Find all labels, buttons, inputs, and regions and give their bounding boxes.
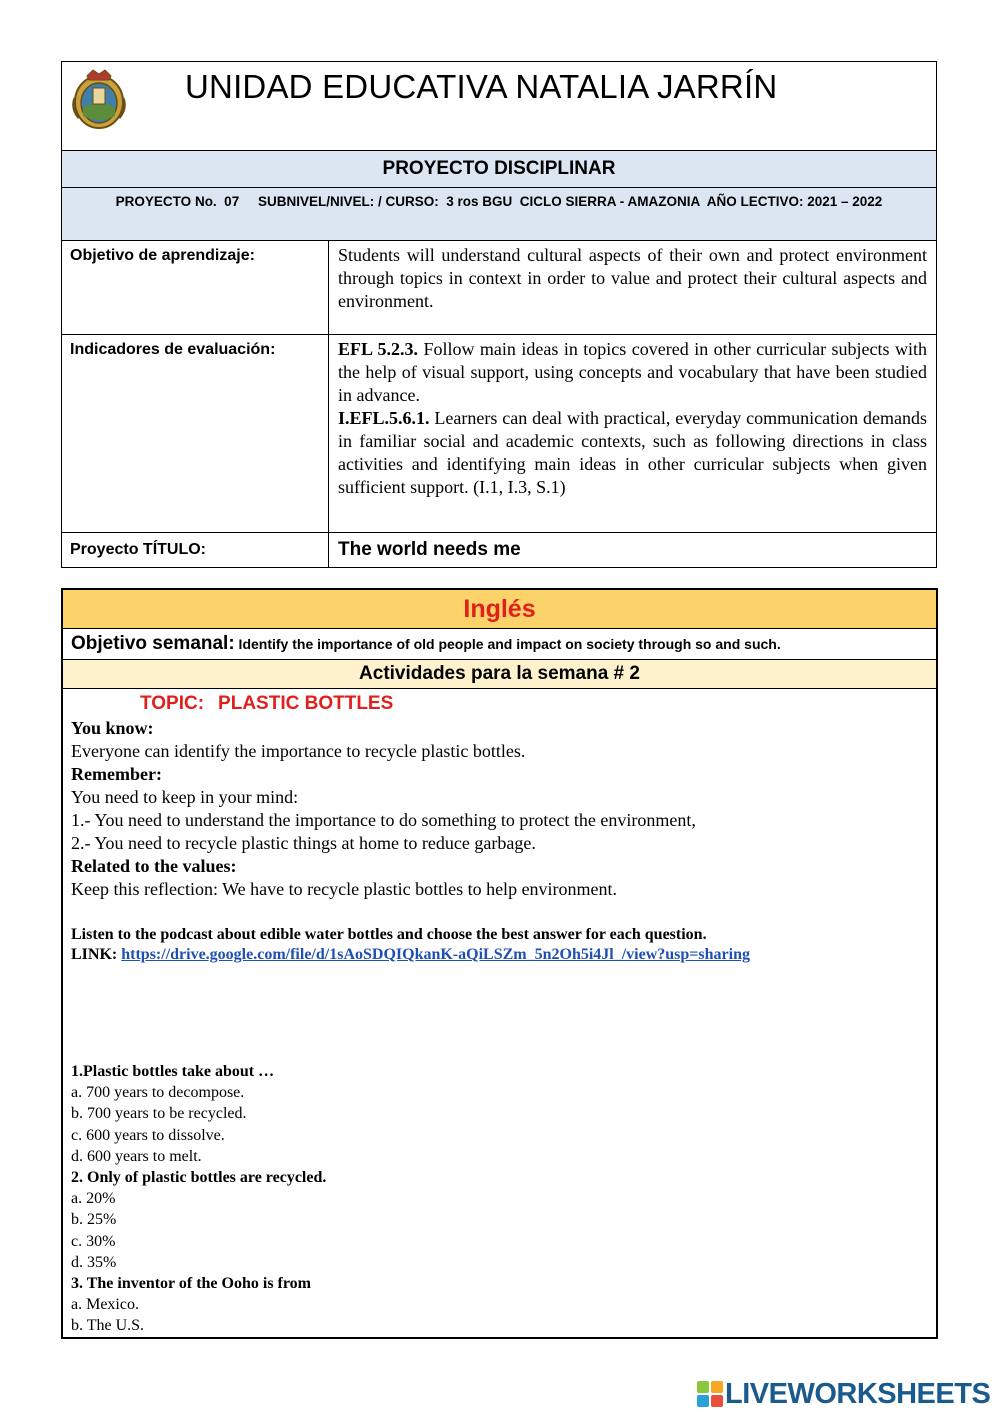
objective-label: Objetivo de aprendizaje: [62, 241, 329, 335]
school-row [62, 62, 937, 151]
podcast-link[interactable]: https://drive.google.com/file/d/1sAoSDQIQkanK-aQiLSZm_5n2Oh5i4Jl_/view?usp=sharing [121, 946, 750, 963]
question-2-option: d. 35% [71, 1253, 117, 1271]
project-info: PROYECTO No. 07 SUBNIVEL/NIVEL: / CURSO: 3 ros BGU CICLO SIERRA - AMAZONIA AÑO LECTIVO: 2021 – 2022 [62, 188, 937, 241]
question-1-option: b. 700 years to be recycled. [71, 1105, 247, 1123]
question-1-option: a. 700 years to decompose. [71, 1084, 245, 1102]
indicators-content [329, 335, 937, 533]
english-section [61, 588, 938, 1339]
project-header-table [61, 61, 937, 568]
school-cell [62, 62, 937, 151]
liveworksheets-logo-icon [697, 1381, 723, 1407]
remember-line: 2.- You need to recycle plastic things at home to reduce garbage. [71, 833, 536, 853]
activity-body [63, 693, 936, 1337]
question-2-option: a. 20% [71, 1190, 116, 1208]
values-text: Keep this reflection: We have to recycle plastic bottles to help environment. [71, 879, 618, 899]
link-line [71, 945, 928, 965]
question-2-option: c. 30% [71, 1232, 116, 1250]
english-heading: Inglés [63, 590, 936, 629]
question-1-option: d. 600 years to melt. [71, 1147, 202, 1165]
objective-text: Students will understand cultural aspects of their own and protect environment through topics in context in order to value and protect their cultural aspects and environment. [329, 241, 937, 335]
question-1: 1.Plastic bottles take about … [71, 1063, 275, 1080]
indicator-2-code: I.EFL.5.6.1. [338, 408, 430, 428]
title-value: The world needs me [329, 533, 937, 568]
indicator-2 [338, 407, 927, 499]
indicator-1-text: Follow main ideas in topics covered in other curricular subjects with the help of visual support, using concepts and vocabulary that have been studied in advance. [338, 339, 928, 405]
title-row [62, 533, 937, 568]
liveworksheets-brand [697, 1379, 990, 1409]
listening-instructions: Listen to the podcast about edible water bottles and choose the best answer for each question. [71, 926, 707, 943]
indicator-2-text: Learners can deal with practical, everyday communication demands in familiar social and academic contexts, such as following directions in class activities and identifying main ideas in other curricular subjects when given sufficient support. (I.1, I.3, S.1) [338, 408, 927, 497]
indicator-1 [338, 338, 927, 407]
topic-value: PLASTIC BOTTLES [218, 693, 394, 714]
indicators-label: Indicadores de evaluación: [62, 335, 329, 533]
activities-heading: Actividades para la semana # 2 [63, 660, 936, 689]
remember-line: 1.- You need to understand the importance to do something to protect the environment, [71, 810, 696, 830]
question-1-option: c. 600 years to dissolve. [71, 1126, 225, 1144]
question-2: 2. Only of plastic bottles are recycled. [71, 1169, 327, 1187]
project-info-row [62, 188, 937, 241]
topic-label: TOPIC: [140, 693, 205, 714]
values-label: Related to the values: [71, 856, 237, 876]
question-2-option: b. 25% [71, 1211, 117, 1229]
weekly-objective-text: Identify the importance of old people and impact on society through so and such. [234, 636, 781, 652]
topic-line [140, 693, 928, 717]
link-label: LINK: [71, 946, 118, 963]
school-name: UNIDAD EDUCATIVA NATALIA JARRÍN [185, 68, 778, 105]
school-crest-icon [71, 68, 127, 130]
question-list [71, 1061, 928, 1337]
remember-line: You need to keep in your mind: [71, 787, 299, 807]
remember-label: Remember: [71, 764, 162, 784]
question-3: 3. The inventor of the Ooho is from [71, 1275, 312, 1293]
weekly-objective-label: Objetivo semanal: [71, 633, 235, 654]
title-label: Proyecto TÍTULO: [62, 533, 329, 568]
brand-name: LIVEWORKSHEETS [725, 1377, 991, 1410]
you-know-label: You know: [71, 718, 154, 738]
question-3-option: b. The U.S. [71, 1317, 145, 1335]
weekly-objective [63, 629, 936, 660]
you-know-text: Everyone can identify the importance to recycle plastic bottles. [71, 741, 526, 761]
project-heading: PROYECTO DISCIPLINAR [62, 151, 937, 188]
project-heading-row [62, 151, 937, 188]
indicators-row [62, 335, 937, 533]
question-3-option: a. Mexico. [71, 1296, 139, 1314]
indicator-1-code: EFL 5.2.3. [338, 339, 418, 359]
objective-row [62, 241, 937, 335]
